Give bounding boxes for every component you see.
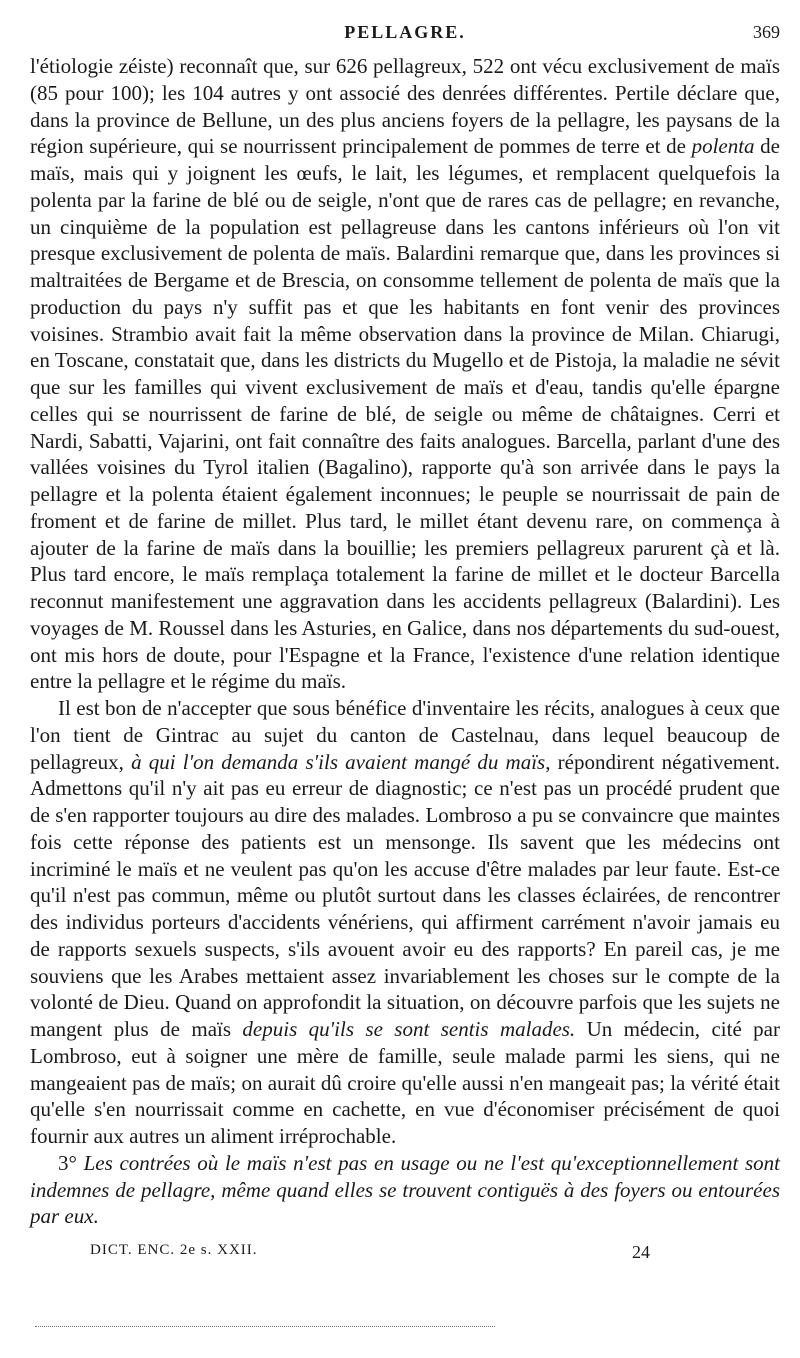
page-header (30, 22, 780, 46)
text-run: de maïs, mais qui y joignent les œufs, le lait, les légumes, et remplacent quelquefois la polenta par la farine de blé ou de seigle, n'ont que de rares cas de pellagre; en revanche, un cinquième de la population est pellagreuse dans les cantons inférieurs où l'on vit presque exclusivement de polenta de maïs. Balardini remarque que, dans les provinces si maltraitées de Bergame et de Brescia, on consomme tellement de polenta de maïs que la production du pays n'y suffit pas et que les habitants en font venir des provinces voisines. Strambio avait fait la même observation dans la province de Milan. Chiarugi, en Toscane, constatait que, dans les districts du Mugello et de Pistoja, la maladie ne sévit que sur les familles qui vivent exclusivement de maïs et d'eau, tandis qu'elle épargne celles qui se nourrissent de farine de blé, de seigle ou même de châtaignes. Cerri et Nardi, Sabatti, Vajarini, ont fait connaître des faits analogues. Barcella, parlant d'une des vallées voisines du Tyrol italien (Bagalino), rapporte qu'à son arrivée dans le pays la pellagre et la polenta étaient également inconnues; le peuple se nourrissait de pain de froment et de farine de millet. Plus tard, le millet étant devenu rare, on commença à ajouter de la farine de maïs dans la bouillie; les premiers pellagreux parurent çà et là. Plus tard encore, le maïs remplaça totalement la farine de millet et le docteur Barcella reconnut manifestement une aggravation dans les accidents pellagreux (Balardini). Les voyages de M. Roussel dans les Asturies, en Galice, dans nos départements du sud-ouest, ont mis hors de doute, pour l'Espagne et la France, l'existence d'une relation identique entre la pellagre et le régime du maïs. (30, 134, 780, 694)
page-footer (90, 1242, 650, 1266)
italic-run: à qui l'on demanda s'ils avaient mangé du maïs (131, 749, 546, 774)
thesis-paragraph (30, 1150, 780, 1230)
thesis-text: Les contrées où le maïs n'est pas en usage ou ne l'est qu'exceptionnellement sont indemnes de pellagre, même quand elles se trouvent contiguës à des foyers ou entourées par eux. (30, 1150, 780, 1229)
text-run: Il est bon de n'accepter que sous bénéfice d'inventaire les récits, analogues à ceux que l'on tient de Gintrac au sujet du canton de Castelnau, dans lequel beaucoup de pellagreux, (30, 696, 780, 774)
text-run: Un médecin, cité par Lombroso, eut à soigner une mère de famille, seule malade parmi les siens, qui ne mangeaient pas de maïs; on aurait dû croire qu'elle aussi n'en mangeait pas; la vérité était qu'elle s'en nourrissait comme en cachette, en vue d'économiser précisément de quoi fournir aux autres un aliment irréprochable. (30, 1017, 780, 1148)
body-text (30, 53, 780, 1230)
italic-run: polenta (691, 134, 755, 159)
paragraph (30, 53, 780, 695)
text-run: , répondirent négativement. Admettons qu'il n'y ait pas eu erreur de diagnostic; ce n'est pas un procédé prudent que de s'en rapporter toujours au dire des malades. Lombroso a pu se convaincre que maintes fois cette réponse des patients est un mensonge. Ils savent que les médecins ont incriminé le maïs et ne veulent pas qu'on les accuse d'être malades par leur faute. Est-ce qu'il n'est pas commun, même ou plutôt surtout dans les classes éclairées, de rencontrer des individus porteurs d'accidents vénériens, qui affirment carrément n'avoir jamais eu de rapports sexuels suspects, s'ils avouent avoir eu des rapports? En pareil cas, je me souviens que les Arabes mettaient assez invariablement les choses sur le compte de la volonté de Dieu. Quand on approfondit la situation, on découvre parfois que les sujets ne mangent plus de maïs (30, 749, 781, 1041)
page-number: 369 (753, 22, 780, 42)
paragraph (30, 695, 780, 1150)
signature-mark: 24 (632, 1242, 650, 1262)
running-title: PELLAGRE. (344, 22, 466, 42)
bottom-dotted-rule (35, 1326, 495, 1327)
italic-run: depuis qu'ils se sont sentis malades. (242, 1017, 576, 1041)
thesis-number: 3° (58, 1150, 77, 1175)
text-run: l'étiologie zéiste) reconnaît que, sur 626 pellagreux, 522 ont vécu exclusivement de maïs (85 pour 100); les 104 autres y ont associé des denrées différentes. Pertile déclare que, dans la province de Bellune, un des plus anciens foyers de la pellagre, les paysans de la région supérieure, qui se nourrissent principalement de pommes de terre et de (30, 54, 780, 159)
signature-line: DICT. ENC. 2e s. XXII. (90, 1242, 258, 1258)
